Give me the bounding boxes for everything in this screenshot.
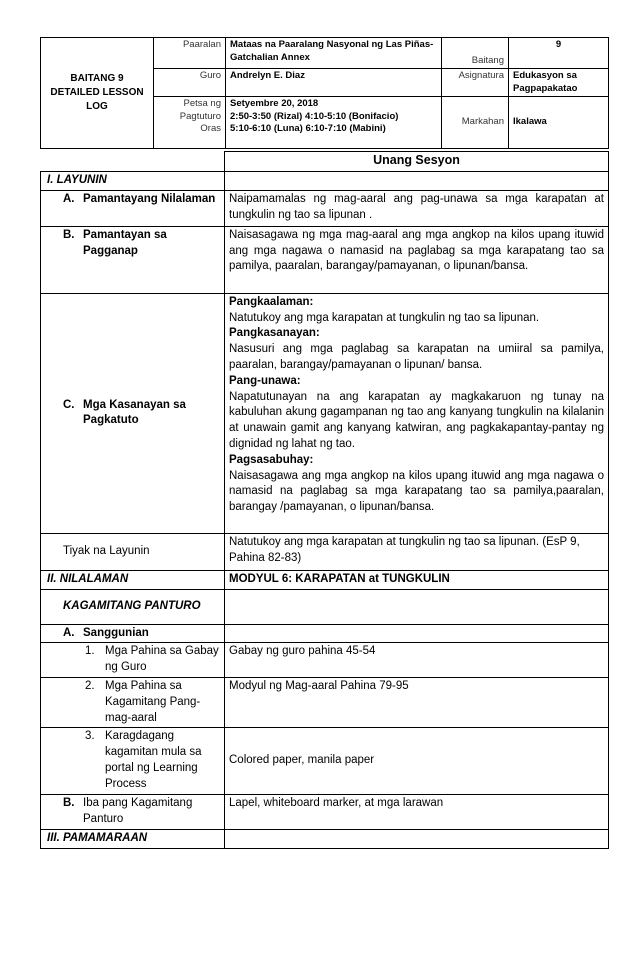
kasanayan-label: C. Mga Kasanayan sa Pagkatuto xyxy=(41,293,225,533)
kasanayan-heading: Pagsasabuhay: xyxy=(229,453,314,466)
guro-value: Andrelyn E. Diaz xyxy=(226,69,442,97)
asignatura-value: Edukasyon sa Pagpapakatao xyxy=(509,69,609,97)
kasanayan-heading: Pang-unawa: xyxy=(229,374,301,387)
pamantayang-nilalaman-text: Naipamamalas ng mag-aaral ang pag-unawa sa mga karapatan at tungkulin ng tao sa lipunan . xyxy=(225,190,609,226)
petsa-label: Petsa ng Pagtuturo Oras xyxy=(154,97,226,149)
paaralan-label: Paaralan xyxy=(154,38,226,69)
log-title: BAITANG 9 DETAILED LESSON LOG xyxy=(41,38,154,149)
kasanayan-item: Natutukoy ang mga karapatan at tungkulin ng tao sa lipunan. xyxy=(229,311,540,324)
sanggunian-item-label: 3. Karagdagang kagamitan mula sa portal ng Learning Process xyxy=(41,728,225,795)
section-pamamaraan-label: III. PAMAMARAAN xyxy=(41,829,225,848)
kasanayan-text xyxy=(225,293,609,533)
section-layunin-label: I. LAYUNIN xyxy=(41,172,225,191)
sanggunian-item-value: Modyul ng Mag-aaral Pahina 79-95 xyxy=(225,677,609,727)
kasanayan-item: Nasusuri ang mga paglabag sa karapatan na umiiral sa pamilya, paaralan, barangay/pamayanan o lipunan/ bansa. xyxy=(229,343,604,371)
pamantayang-nilalaman-label: A. Pamantayang Nilalaman xyxy=(41,190,225,226)
sanggunian-item-label: 2. Mga Pahina sa Kagamitang Pang-mag-aaral xyxy=(41,677,225,727)
baitang-value: 9 xyxy=(509,38,609,69)
paaralan-value: Mataas na Paaralang Nasyonal ng Las Piñas-Gatchalian Annex xyxy=(226,38,442,69)
baitang-label: Baitang xyxy=(442,38,509,69)
sanggunian-item-value: Colored paper, manila paper xyxy=(225,728,609,795)
session-title: Unang Sesyon xyxy=(225,152,609,172)
sanggunian-item-label: 1. Mga Pahina sa Gabay ng Guro xyxy=(41,643,225,678)
tiyak-layunin-label: Tiyak na Layunin xyxy=(41,533,225,570)
markahan-label: Markahan xyxy=(442,97,509,149)
markahan-value: Ikalawa xyxy=(509,97,609,149)
kasanayan-item: Naisasagawa ang mga angkop na kilos upang ituwid ang mga nagawa o namasid na paglabag sa mga karapatang tao sa pamilya,paaralan, barangay /pamayanan, o lipunan/bansa. xyxy=(229,469,604,514)
guro-label: Guro xyxy=(154,69,226,97)
petsa-value: Setyembre 20, 2018 2:50-3:50 (Rizal) 4:10-5:10 (Bonifacio) 5:10-6:10 (Luna) 6:10-7:10 (Mabini) xyxy=(226,97,442,149)
kasanayan-heading: Pangkasanayan: xyxy=(229,327,320,340)
pamantayan-pagganap-label: B. Pamantayan sa Pagganap xyxy=(41,226,225,293)
main-table xyxy=(40,151,609,849)
iba-pang-kagamitan-label: B. Iba pang Kagamitang Panturo xyxy=(41,795,225,830)
iba-pang-kagamitan-value: Lapel, whiteboard marker, at mga larawan xyxy=(225,795,609,830)
asignatura-label: Asignatura xyxy=(442,69,509,97)
kagamitan-label: KAGAMITANG PANTURO xyxy=(41,589,225,624)
sanggunian-item-value: Gabay ng guro pahina 45-54 xyxy=(225,643,609,678)
sanggunian-label: A. Sanggunian xyxy=(41,624,225,643)
nilalaman-value: MODYUL 6: KARAPATAN at TUNGKULIN xyxy=(225,570,609,589)
kasanayan-heading: Pangkaalaman: xyxy=(229,295,314,308)
header-table xyxy=(40,37,609,149)
kasanayan-item: Napatutunayan na ang karapatan ay magkakaruon ng tunay na kabuluhan akung gagampanan ng tao ang kanyang tungkulin na kilalanin at unawain gamit ang kanyang katwiran, ang pagkakapantay-pantay ng dignidad ng lahat ng tao. xyxy=(229,390,604,450)
section-nilalaman-label: II. NILALAMAN xyxy=(41,570,225,589)
pamantayan-pagganap-text: Naisasagawa ng mga mag-aaral ang mga angkop na kilos upang ituwid ang mga nagawa o namasid na paglabag sa mga karapatang tao sa pamilya, paaralan, barangay/pamayanan, o lipunan/bansa. xyxy=(225,226,609,293)
tiyak-layunin-text: Natutukoy ang mga karapatan at tungkulin ng tao sa lipunan. (EsP 9, Pahina 82-83) xyxy=(225,533,609,570)
